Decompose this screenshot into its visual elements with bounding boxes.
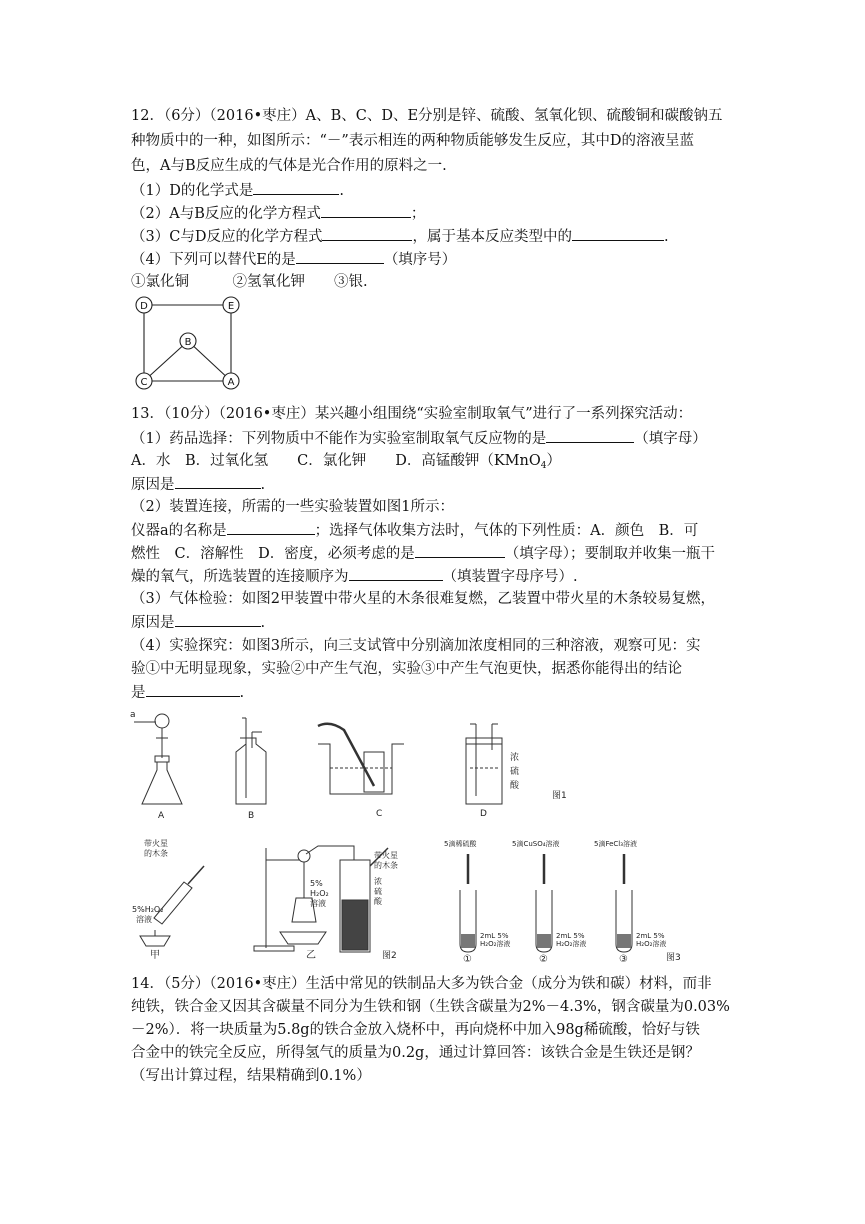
jia-sol-1: 5%H₂O₂ bbox=[132, 905, 164, 914]
test-tube-3 bbox=[616, 854, 632, 952]
jia-sol-2: 溶液 bbox=[136, 915, 152, 924]
yi-note-1: 带火星 bbox=[374, 851, 398, 860]
d-note-1: 浓 bbox=[510, 753, 520, 763]
tube-1-note-1: 2mL 5% bbox=[480, 932, 509, 940]
q12-line-1: 12．（6分）（2016•枣庄）A、B、C、D、E分别是锌、硫酸、氢氧化钡、硫酸铜和碳酸钠五 bbox=[131, 108, 723, 124]
q13-part-2b-text: 仪器a的名称是 bbox=[131, 523, 227, 539]
tube-3-number: ③ bbox=[619, 954, 628, 962]
q12-sub-3-text: （3）C与D反应的化学方程式 bbox=[131, 229, 323, 245]
q12-sub-4-text: （4）下列可以替代E的是 bbox=[131, 252, 296, 268]
q12-sub-3-text-b: ，属于基本反应类型中的 bbox=[412, 229, 572, 245]
q14-line-2: 纯铁，铁合金又因其含碳量不同分为生铁和钢（生铁含碳量为2%－4.3%，钢含碳量为0.03% bbox=[131, 999, 730, 1015]
apparatus-b bbox=[236, 718, 266, 804]
q13-part-4c-end: . bbox=[239, 685, 245, 701]
q13-reason-text: 原因是 bbox=[131, 477, 175, 493]
q13-part-3-text: 原因是 bbox=[131, 615, 175, 631]
q14-line-4: 合金中的铁完全反应，所得氢气的质量为0.2g，通过计算回答：该铁合金是生铁还是钢？ bbox=[131, 1045, 700, 1061]
reagent-3: 5滴FeCl₃溶液 bbox=[594, 840, 638, 848]
q13-part-3-reason bbox=[131, 612, 265, 633]
q12-sub-4-end: （填序号） bbox=[383, 252, 457, 268]
figure-1-title: 图1 bbox=[552, 791, 567, 801]
q13-part-4-line-b: 验①中无明显现象，实验②中产生气泡，实验③中产生气泡更快，据悉你能得出的结论 bbox=[131, 661, 682, 677]
tube-2-number: ② bbox=[539, 954, 548, 962]
node-a-label: A bbox=[227, 377, 235, 388]
q13-part-2d-end: （填装置字母序号）. bbox=[442, 569, 578, 585]
yi-note-2: 的木条 bbox=[374, 861, 398, 870]
answer-blank[interactable] bbox=[321, 203, 411, 218]
jia-note-2: 的木条 bbox=[144, 849, 168, 858]
tube-2-note-2: H₂O₂溶液 bbox=[556, 940, 587, 948]
q12-sub-2-text: （2）A与B反应的化学方程式 bbox=[131, 206, 321, 222]
q12-sub-2 bbox=[131, 203, 425, 224]
yi-acid-1: 浓 bbox=[374, 877, 382, 886]
q13-reason-end: . bbox=[260, 477, 266, 493]
q13-part-1-end: （填字母） bbox=[634, 431, 707, 447]
q13-part-2-line-d bbox=[131, 566, 578, 587]
q12-line-3: 色，A与B反应生成的气体是光合作用的原料之一. bbox=[131, 158, 447, 174]
q14-line-1: 14．（5分）（2016•枣庄）生活中常见的铁制品大多为铁合金（成分为铁和碳）材料，而非 bbox=[131, 976, 712, 992]
q13-options-text: A．水 B．过氧化氢 C．氯化钾 D．高锰酸钾（KMnO bbox=[131, 453, 541, 469]
reaction-diagram bbox=[130, 295, 246, 393]
q13-part-2b-end: ；选择气体收集方法时，气体的下列性质：A．颜色 B．可 bbox=[314, 523, 699, 539]
yi-label: 乙 bbox=[306, 950, 316, 960]
q13-part-1-options bbox=[131, 451, 561, 476]
answer-blank[interactable] bbox=[227, 520, 315, 535]
answer-blank[interactable] bbox=[253, 180, 339, 195]
q12-sub-2-end: ； bbox=[410, 206, 426, 222]
node-e-label: E bbox=[227, 301, 235, 312]
node-b-label: B bbox=[184, 337, 192, 348]
figure-2-title: 图2 bbox=[382, 951, 397, 960]
q13-options-end: ） bbox=[546, 453, 561, 469]
q13-part-2-line-b bbox=[131, 520, 698, 541]
q13-part-4-line-c bbox=[131, 682, 244, 703]
answer-blank[interactable] bbox=[296, 249, 384, 264]
label-a: a bbox=[130, 710, 136, 720]
q13-part-2: （2）装置连接，所需的一些实验装置如图1所示： bbox=[131, 499, 454, 515]
q12-line-2: 种物质中的一种，如图所示：“－”表示相连的两种物质能够发生反应，其中D的溶液呈蓝 bbox=[131, 133, 694, 149]
q12-options: ①氯化铜 ②氢氧化钾 ③银. bbox=[131, 274, 368, 290]
reagent-2: 5滴CuSO₄溶液 bbox=[512, 840, 560, 848]
jia-label: 甲 bbox=[150, 950, 160, 960]
q14-line-3: －2%）．将一块质量为5.8g的铁合金放入烧杯中，再向烧杯中加入98g稀硫酸，恰好与铁 bbox=[131, 1022, 700, 1038]
d-note-3: 酸 bbox=[510, 781, 520, 791]
figure-2-apparatus bbox=[130, 836, 430, 960]
yi-sol-1: 5% bbox=[310, 879, 323, 888]
yi-sol-3: 溶液 bbox=[310, 899, 326, 908]
answer-blank[interactable] bbox=[349, 566, 443, 581]
q13-line-1: 13．（10分）（2016•枣庄）某兴趣小组围绕“实验室制取氧气”进行了一系列探究活动： bbox=[131, 406, 693, 422]
figure-3-test-tubes bbox=[440, 838, 690, 962]
q13-part-3-end: . bbox=[260, 615, 266, 631]
answer-blank[interactable] bbox=[146, 682, 240, 697]
answer-blank[interactable] bbox=[322, 226, 412, 241]
q12-sub-1 bbox=[131, 180, 344, 201]
test-tube-2 bbox=[536, 854, 552, 952]
label-trough-c: C bbox=[376, 809, 383, 819]
reagent-1: 5滴稀硫酸 bbox=[444, 840, 477, 848]
answer-blank[interactable] bbox=[175, 612, 261, 627]
q13-part-2c-end: （填字母）；要制取并收集一瓶干 bbox=[504, 546, 715, 562]
tube-1-note-2: H₂O₂溶液 bbox=[480, 940, 511, 948]
label-flask-a: A bbox=[158, 811, 165, 821]
q13-part-1-text: （1）药品选择：下列物质中不能作为实验室制取氧气反应物的是 bbox=[131, 431, 547, 447]
q13-part-1 bbox=[131, 428, 707, 449]
figure-3-title: 图3 bbox=[666, 953, 681, 962]
yi-acid-2: 硫 bbox=[374, 887, 382, 896]
yi-sol-2: H₂O₂ bbox=[310, 889, 329, 898]
q13-part-1-reason bbox=[131, 474, 265, 495]
answer-blank[interactable] bbox=[546, 428, 634, 443]
d-note-2: 硫 bbox=[510, 767, 520, 777]
node-c-label: C bbox=[140, 377, 148, 388]
answer-blank[interactable] bbox=[572, 226, 664, 241]
q13-part-2c-text: 燃性 C．溶解性 D．密度，必须考虑的是 bbox=[131, 546, 415, 562]
apparatus-d bbox=[466, 724, 502, 804]
answer-blank[interactable] bbox=[415, 543, 505, 558]
q13-part-2d-text: 燥的氧气，所选装置的连接顺序为 bbox=[131, 569, 349, 585]
label-bottle-b: B bbox=[248, 811, 255, 821]
q13-part-4: （4）实验探究：如图3所示，向三支试管中分别滴加浓度相同的三种溶液，观察可见：实 bbox=[131, 638, 701, 654]
tube-3-note-2: H₂O₂溶液 bbox=[636, 940, 667, 948]
apparatus-a bbox=[134, 714, 182, 804]
q12-sub-3 bbox=[131, 226, 669, 247]
test-tube-1 bbox=[460, 854, 476, 952]
q12-sub-1-end: . bbox=[339, 183, 344, 199]
yi-acid-3: 酸 bbox=[374, 897, 382, 906]
answer-blank[interactable] bbox=[175, 474, 261, 489]
tube-2-note-1: 2mL 5% bbox=[556, 932, 585, 940]
q12-sub-1-text: （1）D的化学式是 bbox=[131, 183, 254, 199]
node-d-label: D bbox=[140, 301, 148, 312]
q14-line-5: （写出计算过程，结果精确到0.1%） bbox=[131, 1068, 371, 1084]
q13-part-3: （3）气体检验：如图2甲装置中带火星的木条很难复燃，乙装置中带火星的木条较易复燃， bbox=[131, 591, 715, 607]
q13-part-2-line-c bbox=[131, 543, 715, 564]
tube-1-number: ① bbox=[463, 954, 472, 962]
label-bottle-d: D bbox=[480, 809, 487, 819]
q12-sub-4 bbox=[131, 249, 456, 270]
apparatus-c bbox=[318, 724, 404, 794]
tube-3-note-1: 2mL 5% bbox=[636, 932, 665, 940]
figure-1-apparatus bbox=[130, 708, 590, 826]
q12-sub-3-end: . bbox=[663, 229, 669, 245]
q13-part-4c-text: 是 bbox=[131, 685, 146, 701]
subscript: 4 bbox=[540, 461, 547, 471]
jia-note-1: 带火星 bbox=[144, 839, 168, 848]
